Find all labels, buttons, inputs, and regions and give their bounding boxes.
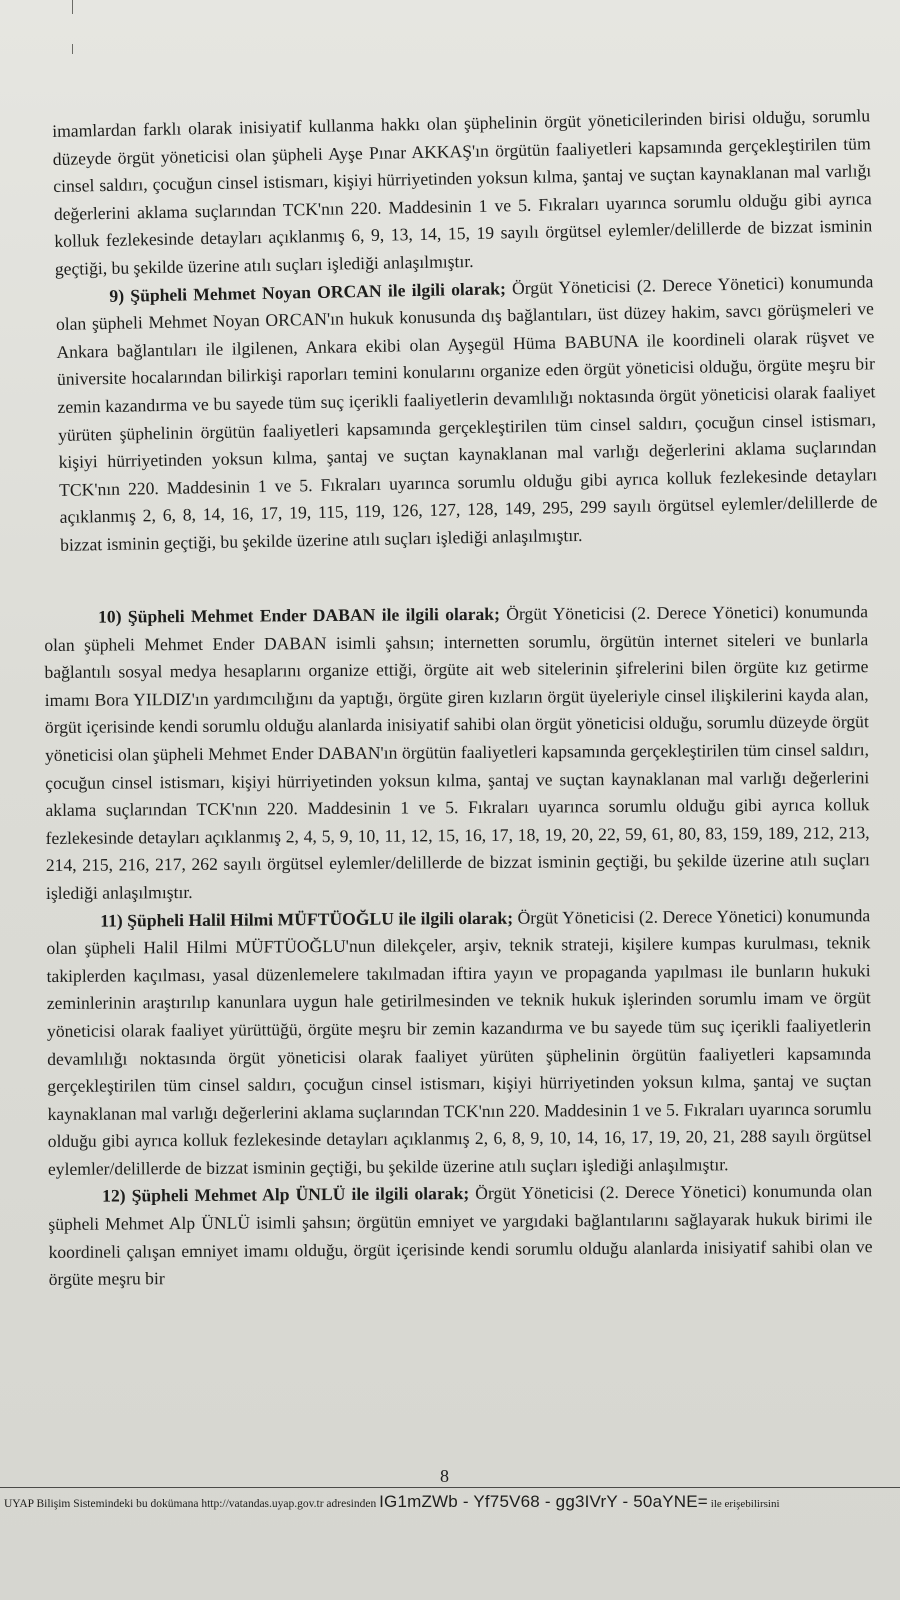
margin-mark bbox=[72, 44, 73, 54]
paragraph-body: Örgüt Yöneticisi (2. Derece Yönetici) konumunda olan şüpheli Mehmet Ender DABAN isimli şahsın; internetten sorumlu, örgütün internet siteleri ve bunlarla bağlantılı sosyal medya hesaplarını organize ettiği, örgüte ait web sitelerinin şifrelerini bilen örgüte kız getirme imamı Bora YILDIZ'ın yardımcılığını da yaptığı, örgüte giren kızların örgüt üyeleriyle cinsel ilişkilerini kayda alan, örgüt içerisinde kendi sorumlu olduğu alanlarda inisiyatif sahibi olan örgüt yöneticisi olduğu, sorumlu düzeyde örgüt yöneticisi olan şüpheli Mehmet Ender DABAN'ın örgütün faaliyetleri kapsamında gerçekleştirilen tüm cinsel saldırı, çocuğun cinsel istismarı, kişiyi hürriyetinden yoksun kılma, şantaj ve suçtan kaynaklanan mal varlığı değerlerini aklama suçlarından TCK'nın 220. Maddesinin 1 ve 5. Fıkraları uyarınca sorumlu olduğu gibi ayrıca kolluk fezlekesinde detayları açıklanmış 2, 4, 5, 9, 10, 11, 12, 15, 16, 17, 18, 19, 20, 22, 59, 61, 80, 83, 159, 189, 212, 213, 214, 215, 216, 217, 262 sayılı örgütsel eylemler/delillerde de bizzat isminin geçtiği, bu şekilde üzerine atılı suçları işlediği anlaşılmıştır. bbox=[44, 601, 870, 903]
paragraph-heading: 11) Şüpheli Halil Hilmi MÜFTÜOĞLU ile ilgili olarak; bbox=[100, 907, 514, 931]
body-text-upper bbox=[52, 102, 878, 559]
paragraph-continuation: imamlardan farklı olarak inisiyatif kullanma hakkı olan şüphelinin örgüt yöneticilerinden birisi olduğu, sorumlu düzeyde örgüt yöneticisi olan şüpheli Ayşe Pınar AKKAŞ'ın örgütün faaliyetleri kapsamında gerçekleştirilen tüm cinsel saldırı, çocuğun cinsel istismarı, kişiyi hürriyetinden yoksun kılma, şantaj ve suçtan kaynaklanan mal varlığı değerlerini aklama suçlarından TCK'nın 220. Maddesinin 1 ve 5. Fıkraları uyarınca sorumlu olduğu gibi ayrıca kolluk fezlekesinde detayları açıklanmış 6, 9, 13, 14, 15, 19 sayılı örgütsel eylemler/delillerde de bizzat isminin geçtiği, bu şekilde üzerine atılı suçları işlediği anlaşılmıştır. bbox=[52, 105, 873, 279]
page-number: 8 bbox=[440, 1466, 449, 1486]
footer-text: UYAP Bilişim Sistemindeki bu dokümana http://vatandas.uyap.gov.tr adresinden bbox=[4, 1498, 377, 1510]
paragraph-suspect-11 bbox=[46, 902, 872, 1184]
paragraph-body: Örgüt Yöneticisi (2. Derece Yönetici) konumunda olan şüpheli Mehmet Noyan ORCAN'ın hukuk konusunda dış bağlantıları, üst düzey hakim, savcı görüşmeleri ve Ankara bağlantıları ile ilgilenen, Ankara ekibi olan Ayşegül Hüma BABUNA ile koordineli olarak rüşvet ve üniversite hocalarından bilirkişi raporları temini konularını organize eden örgüt yöneticisi olduğu, örgüte meşru bir zemin kazandırma ve bu sayede tüm suç içerikli faaliyetlerin devamlılığı noktasında örgüt yöneticisi olarak faaliyet yürüten şüphelinin örgütün faaliyetleri kapsamında gerçekleştirilen tüm cinsel saldırı, çocuğun cinsel istismarı, kişiyi hürriyetinden yoksun kılma, şantaj ve suçtan kaynaklanan mal varlığı değerlerini aklama suçlarından TCK'nın 220. Maddesinin 1 ve 5. Fıkraları uyarınca sorumlu olduğu gibi ayrıca kolluk fezlekesinde detayları açıklanmış 2, 6, 8, 14, 16, 17, 19, 115, 119, 126, 127, 128, 149, 295, 299 sayılı örgütsel eylemler/delillerde de bizzat isminin geçtiği, bu şekilde üzerine atılı suçları işlediği anlaşılmıştır. bbox=[55, 270, 878, 555]
footer-divider bbox=[0, 1487, 900, 1488]
paragraph-suspect-10 bbox=[44, 598, 870, 907]
body-text-lower bbox=[44, 598, 873, 1294]
paragraph-suspect-12 bbox=[48, 1178, 873, 1294]
paragraph-body: Örgüt Yöneticisi (2. Derece Yönetici) konumunda olan şüpheli Mehmet Alp ÜNLÜ isimli şahsın; örgütün emniyet ve yargıdaki bağlantılarını sağlayarak hukuk birimi ile koordineli çalışan emniyet imamı olduğu, örgüt içerisinde kendi sorumlu olduğu alanlarda inisiyatif sahibi olan ve örgüte meşru bir bbox=[48, 1180, 873, 1290]
verification-code: IG1mZWb - Yf75V68 - gg3IVrY - 50aYNE= bbox=[379, 1492, 708, 1511]
paragraph-body: Örgüt Yöneticisi (2. Derece Yönetici) konumunda olan şüpheli Halil Hilmi MÜFTÜOĞLU'nun dilekçeler, arşiv, teknik strateji, kişilere kumpas kurulması, teknik takiplerden kaçılması, yasal düzenlemelere takılmadan iftira yayın ve propaganda yapılması ile bunların hukuki zeminlerinin araştırılıp kanunlara uygun hale getirilmesinden ve teknik hukuk işlerinden sorumlu imam ve örgüt yöneticisi olarak faaliyet yürüttüğü, örgüte meşru bir zemin kazandırma ve bu sayede tüm suç içerikli faaliyetlerin devamlılığı noktasında örgüt yöneticisi olarak faaliyet yürüten şüphelinin örgütün faaliyetleri kapsamında gerçekleştirilen tüm cinsel saldırı, çocuğun cinsel istismarı, kişiyi hürriyetinden yoksun kılma, şantaj ve suçtan kaynaklanan mal varlığı değerlerini aklama suçlarından TCK'nın 220. Maddesinin 1 ve 5. Fıkraları uyarınca sorumlu olduğu gibi ayrıca kolluk fezlekesinde detayları açıklanmış 2, 6, 8, 9, 10, 14, 16, 17, 19, 20, 21, 288 sayılı örgütsel eylemler/delillerde de bizzat isminin geçtiği, bu şekilde üzerine atılı suçları işlediği anlaşılmıştır. bbox=[46, 904, 872, 1179]
footer bbox=[4, 1492, 900, 1512]
paragraph-heading: 12) Şüpheli Mehmet Alp ÜNLÜ ile ilgili olarak; bbox=[102, 1183, 470, 1207]
paragraph-heading: 10) Şüpheli Mehmet Ender DABAN ile ilgili olarak; bbox=[98, 603, 500, 627]
paragraph-heading: 9) Şüpheli Mehmet Noyan ORCAN ile ilgili olarak; bbox=[109, 277, 507, 306]
margin-mark bbox=[72, 0, 73, 14]
footer-tail: ile erişebilirsini bbox=[710, 1498, 780, 1510]
paragraph-suspect-9 bbox=[55, 268, 878, 560]
